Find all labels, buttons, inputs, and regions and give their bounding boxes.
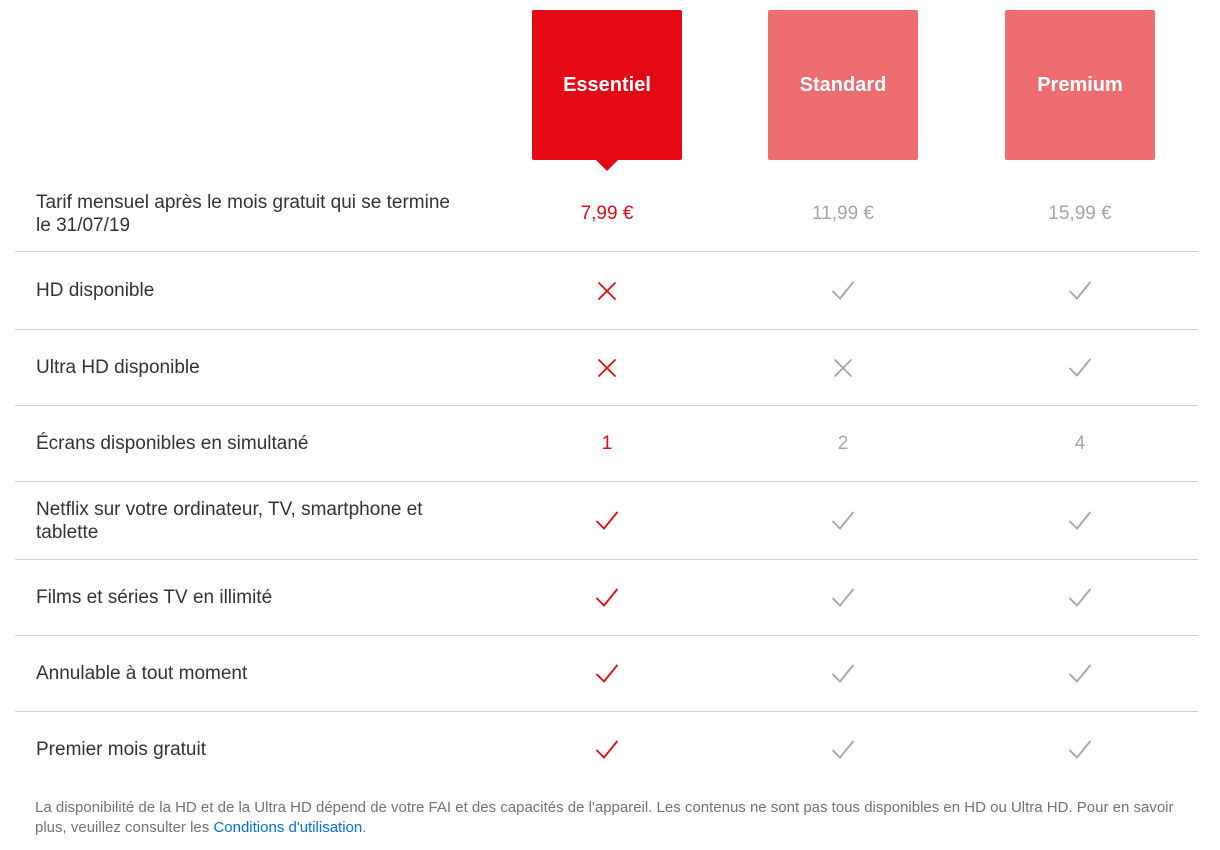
terms-link[interactable]: Conditions d'utilisation <box>213 819 363 836</box>
price-standard <box>768 203 918 225</box>
value-premium <box>1005 433 1155 455</box>
plan-name: Premium <box>1037 73 1123 96</box>
value-essentiel <box>532 586 682 610</box>
plan-essentiel[interactable] <box>532 10 682 160</box>
table-row-unlimited <box>15 560 1198 636</box>
footnote-text: La disponibilité de la HD et de la Ultra HD dépend de votre FAI et des capacités de l'appareil. Les contenus ne sont pas tous disponibles en HD ou Ultra HD. Pour en savoir plus, veuillez consulter les <box>35 799 1174 836</box>
check-icon <box>1068 738 1092 762</box>
cell-value: 11,99 € <box>812 202 874 224</box>
check-icon <box>831 662 855 686</box>
cell-value: 4 <box>1074 432 1086 454</box>
cross-icon <box>831 356 855 380</box>
plan-name: Standard <box>799 73 887 96</box>
value-premium <box>1005 356 1155 380</box>
table-row-price <box>15 176 1198 252</box>
check-icon <box>1068 662 1092 686</box>
price-premium <box>1005 203 1155 225</box>
check-icon <box>595 509 619 533</box>
value-essentiel <box>532 279 682 303</box>
footnote-end: . <box>362 819 367 836</box>
plan-premium[interactable] <box>1005 10 1155 160</box>
row-label: Films et séries TV en illimité <box>36 587 273 608</box>
row-label: Écrans disponibles en simultané <box>36 433 309 454</box>
value-standard <box>768 279 918 303</box>
cell-value: 2 <box>837 432 849 454</box>
table-row-screens <box>15 406 1198 482</box>
row-label: Premier mois gratuit <box>36 739 206 760</box>
table-row-free-month <box>15 712 1198 787</box>
cross-icon <box>595 279 619 303</box>
value-essentiel <box>532 738 682 762</box>
value-premium <box>1005 509 1155 533</box>
table-row-hd <box>15 252 1198 330</box>
plan-name: Essentiel <box>563 73 651 96</box>
value-essentiel <box>532 662 682 686</box>
value-essentiel <box>532 433 682 455</box>
check-icon <box>831 509 855 533</box>
check-icon <box>595 738 619 762</box>
row-label: HD disponible <box>36 280 155 301</box>
cell-value: 15,99 € <box>1048 202 1112 224</box>
table-row-devices <box>15 482 1198 560</box>
row-label: Netflix sur votre ordinateur, TV, smartphone et tablette <box>36 498 423 543</box>
cell-value: 1 <box>601 432 613 454</box>
table-row-cancel <box>15 636 1198 712</box>
row-label: Ultra HD disponible <box>36 357 200 378</box>
value-standard <box>768 662 918 686</box>
footnote <box>35 798 1195 838</box>
value-premium <box>1005 662 1155 686</box>
plan-standard[interactable] <box>768 10 918 160</box>
row-label: Annulable à tout moment <box>36 663 248 684</box>
selected-pointer <box>596 160 618 171</box>
value-standard <box>768 586 918 610</box>
value-premium <box>1005 279 1155 303</box>
check-icon <box>831 586 855 610</box>
row-label: Tarif mensuel après le mois gratuit qui se termine le 31/07/19 <box>36 191 450 236</box>
cell-value: 7,99 € <box>580 202 634 224</box>
cross-icon <box>595 356 619 380</box>
check-icon <box>1068 509 1092 533</box>
check-icon <box>1068 586 1092 610</box>
value-standard <box>768 433 918 455</box>
value-standard <box>768 509 918 533</box>
check-icon <box>1068 279 1092 303</box>
check-icon <box>831 279 855 303</box>
value-standard <box>768 356 918 380</box>
value-essentiel <box>532 509 682 533</box>
value-premium <box>1005 586 1155 610</box>
check-icon <box>595 586 619 610</box>
check-icon <box>1068 356 1092 380</box>
plan-comparison-table <box>15 176 1198 787</box>
value-standard <box>768 738 918 762</box>
check-icon <box>595 662 619 686</box>
table-row-ultra-hd <box>15 330 1198 406</box>
check-icon <box>831 738 855 762</box>
price-essentiel <box>532 203 682 225</box>
value-premium <box>1005 738 1155 762</box>
value-essentiel <box>532 356 682 380</box>
